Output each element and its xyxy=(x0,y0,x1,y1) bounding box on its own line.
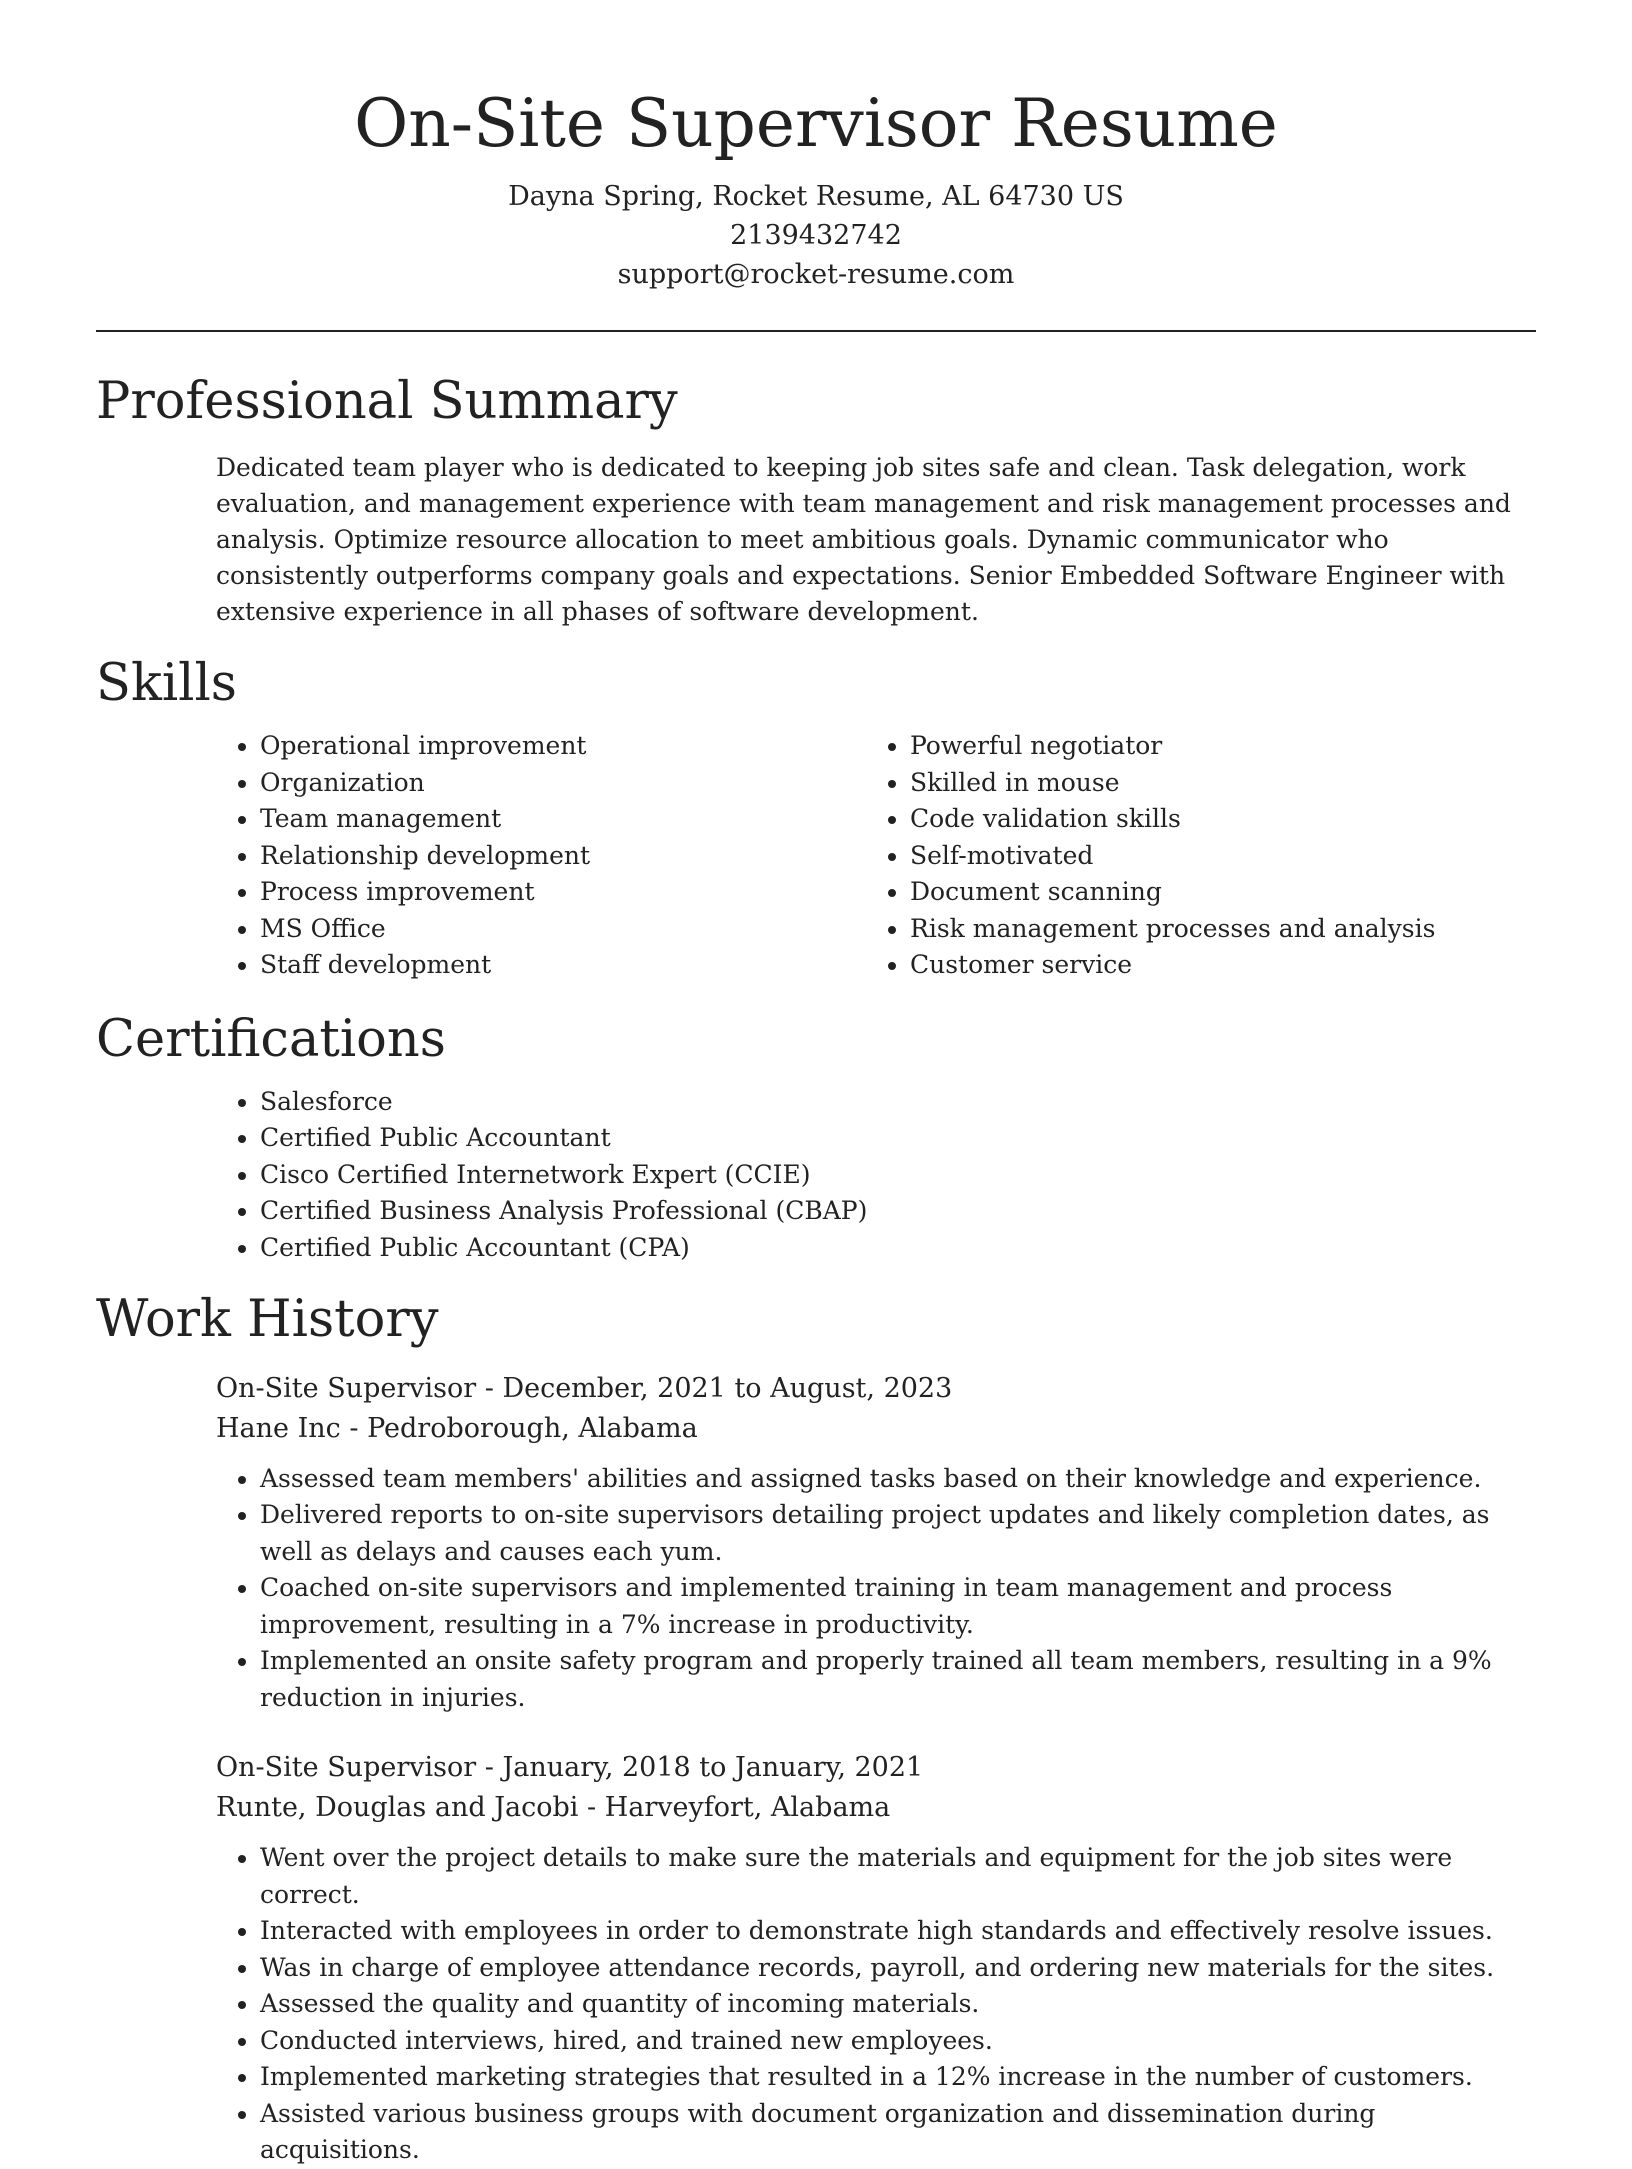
job-duty-item: • Went over the project details to make sure the materials and equipment for the job sites were correct. xyxy=(260,1840,1536,1913)
job-dates: January, 2018 to January, 2021 xyxy=(502,1752,924,1784)
job-duty-item: • Interacted with employees in order to demonstrate high standards and effectively resolve issues. xyxy=(260,1913,1536,1950)
skill-item: • Skilled in mouse xyxy=(910,765,1516,802)
job-duty-item: • Assessed team members' abilities and assigned tasks based on their knowledge and experience. xyxy=(260,1461,1536,1498)
job-duty-item: • Coached on-site supervisors and implemented training in team management and process improvement, resulting in a 7% increase in productivity. xyxy=(260,1570,1536,1643)
contact-address: Dayna Spring, Rocket Resume, AL 64730 US xyxy=(508,181,1124,213)
job-title: On-Site Supervisor xyxy=(216,1752,477,1784)
job-dates: December, 2021 to August, 2023 xyxy=(502,1372,953,1404)
job-duties-list xyxy=(216,1840,1536,2169)
skills-list xyxy=(216,728,1536,984)
certification-item: • Cisco Certified Internetwork Expert (CCIE) xyxy=(260,1157,1536,1194)
job-duty-item: • Was in charge of employee attendance records, payroll, and ordering new materials for the sites. xyxy=(260,1950,1536,1987)
resume-page xyxy=(96,0,1536,2169)
job-separator: - xyxy=(340,1412,368,1444)
summary-heading: Professional Summary xyxy=(96,372,678,432)
certification-item: • Certified Business Analysis Professional (CBAP) xyxy=(260,1193,1536,1230)
skill-item: • Document scanning xyxy=(910,874,1516,911)
skill-item: • Code validation skills xyxy=(910,801,1516,838)
job-company-line xyxy=(216,1788,1536,1828)
certifications-list xyxy=(216,1084,1536,1267)
contact-email: support@rocket-resume.com xyxy=(617,259,1015,291)
certification-item: • Certified Public Accountant (CPA) xyxy=(260,1230,1536,1267)
contact-block xyxy=(96,177,1536,294)
job-separator: - xyxy=(476,1372,503,1404)
skill-item: • MS Office xyxy=(260,911,866,948)
job-duty-item: • Implemented marketing strategies that resulted in a 12% increase in the number of customers. xyxy=(260,2059,1536,2096)
resume-title: On-Site Supervisor Resume xyxy=(354,85,1278,162)
job-separator: - xyxy=(578,1792,605,1824)
work-history-heading: Work History xyxy=(96,1290,439,1350)
job-company-line xyxy=(216,1409,1536,1449)
certifications-heading: Certifications xyxy=(96,1009,446,1069)
summary-text: Dedicated team player who is dedicated to keeping job sites safe and clean. Task delegation, work evaluation, and management experience with team management and risk management processes and analysis. Optimize resource allocation to meet ambitious goals. Dynamic communicator who consistently outperforms company goals and expectations. Senior Embedded Software Engineer with extensive experience in all phases of software development. xyxy=(216,453,1511,627)
certification-item: • Certified Public Accountant xyxy=(260,1120,1536,1157)
skill-item: • Powerful negotiator xyxy=(910,728,1516,765)
job-duty-item: • Conducted interviews, hired, and trained new employees. xyxy=(260,2023,1536,2060)
job-title: On-Site Supervisor xyxy=(216,1372,477,1404)
skill-item: • Team management xyxy=(260,801,866,838)
skill-item: • Relationship development xyxy=(260,838,866,875)
job-duty-item: • Delivered reports to on-site supervisors detailing project updates and likely completion dates, as well as delays and causes each yum. xyxy=(260,1497,1536,1570)
skill-item: • Operational improvement xyxy=(260,728,866,765)
job-company: Runte, Douglas and Jacobi xyxy=(216,1792,579,1824)
job-duty-item: • Assisted various business groups with document organization and dissemination during acquisitions. xyxy=(260,2096,1536,2169)
job-entry xyxy=(216,1748,1536,2169)
job-duty-item: • Implemented an onsite safety program and properly trained all team members, resulting in a 9% reduction in injuries. xyxy=(260,1643,1536,1716)
job-company: Hane Inc xyxy=(216,1412,341,1444)
skills-column-right xyxy=(866,728,1516,984)
job-entry xyxy=(216,1369,1536,1717)
skill-item: • Risk management processes and analysis xyxy=(910,911,1516,948)
header-divider xyxy=(96,330,1536,332)
job-title-line xyxy=(216,1748,1536,1788)
job-duty-item: • Assessed the quality and quantity of incoming materials. xyxy=(260,1986,1536,2023)
job-location: Pedroborough, Alabama xyxy=(367,1412,698,1444)
job-duties-list xyxy=(216,1461,1536,1717)
skill-item: • Process improvement xyxy=(260,874,866,911)
skill-item: • Staff development xyxy=(260,947,866,984)
job-title-line xyxy=(216,1369,1536,1409)
skill-item: • Organization xyxy=(260,765,866,802)
contact-phone: 2139432742 xyxy=(730,220,902,252)
job-separator: - xyxy=(476,1752,503,1784)
skills-column-left xyxy=(216,728,866,984)
certification-item: • Salesforce xyxy=(260,1084,1536,1121)
skill-item: • Self-motivated xyxy=(910,838,1516,875)
job-location: Harveyfort, Alabama xyxy=(604,1792,891,1824)
skill-item: • Customer service xyxy=(910,947,1516,984)
skills-heading: Skills xyxy=(96,654,237,714)
